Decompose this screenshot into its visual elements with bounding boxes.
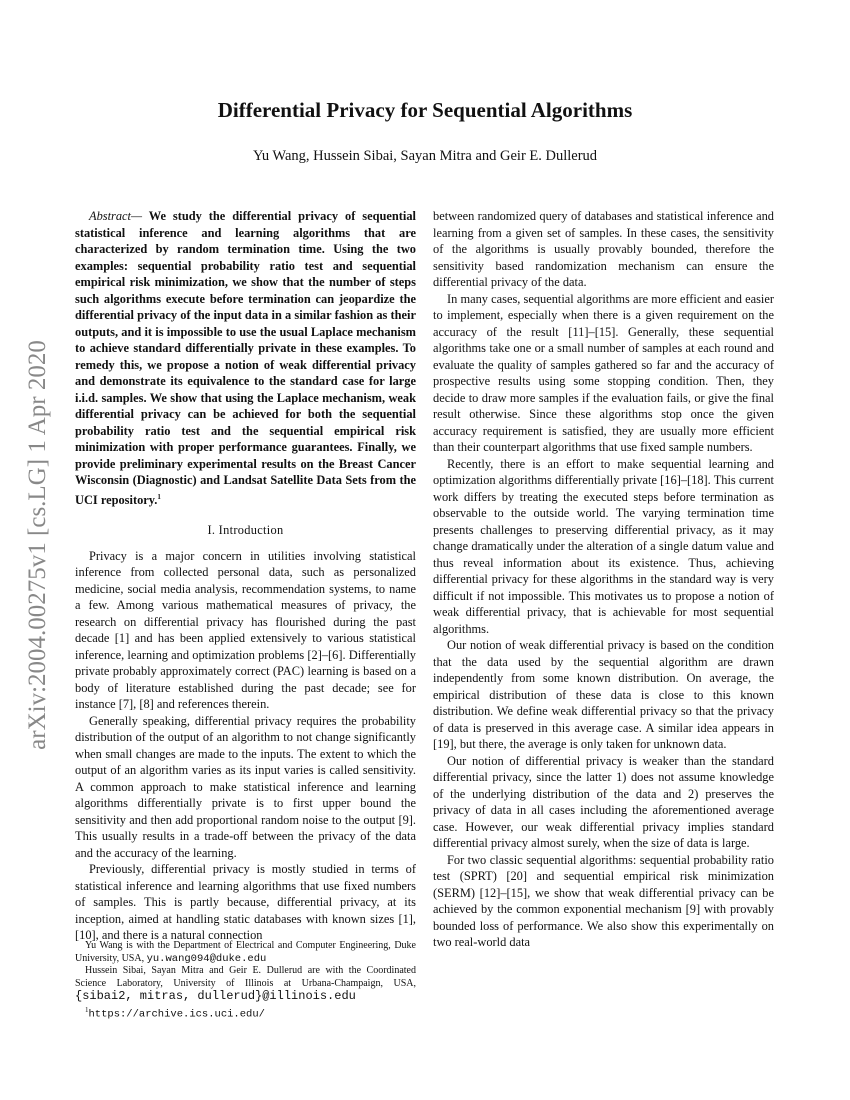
arxiv-stamp: arXiv:2004.00275v1 [cs.LG] 1 Apr 2020 — [24, 340, 51, 750]
footnote-url — [75, 1004, 416, 1021]
paper-title: Differential Privacy for Sequential Algorithms — [217, 98, 633, 122]
section-heading: I. Introduction — [207, 523, 284, 538]
footnote-affiliation-1 — [75, 940, 416, 965]
paragraph: Privacy is a major concern in utilities involving statistical inference from collected personal data, such as personalized medicine, social media analysis, recommendation systems, to name a few. Among various mathematical measures of privacy, the research on differential privacy has flourished during the past decade [1] and has been applied extensively to various statistical inference, learning and optimization problems [2]–[6]. Differentially private probably approximately correct (PAC) learning is based on a body of literature established during the past decade; see for instance [7], [8] and references therein. — [75, 548, 416, 712]
paragraph: Previously, differential privacy is mostly studied in terms of statistical inference and learning algorithms that use fixed numbers of samples. This is partly because, differential privacy, at its inception, aimed at handling static databases with known sizes [1], [10], and there is a natural connection — [75, 862, 416, 943]
footnote-mark: 1 — [157, 492, 161, 501]
abstract-text: We study the differential privacy of sequential statistical inference and learning algorithms that are characterized by random termination time. Using the two examples: sequential probability ratio test and sequential empirical risk minimization, we show that the number of steps such algorithms execute before termination can jeopardize the differential privacy of the input data in a similar fashion as their outputs, and it is impossible to use the usual Laplace mechanism to achieve standard differentially private in these examples. To remedy this, we propose a notion of weak differential privacy and demonstrate its equivalence to the standard case for large i.i.d. samples. We show that using the Laplace mechanism, weak differential privacy can be achieved for both the sequential probability ratio test and the sequential empirical risk minimization with proper performance guarantees. Finally, we provide preliminary experimental results on the Breast Cancer Wisconsin (Diagnostic) and Landsat Satellite Data Sets from the UCI repository. — [75, 209, 416, 507]
abstract-label: Abstract— — [89, 209, 143, 223]
paragraph: Recently, there is an effort to make sequential learning and optimization algorithms differentially private [16]–[18]. This current work differs by treating the executed steps before termination as observable to the outside world. The varying termination time presents challenges to preserving differential privacy, as it may change dramatically under the alteration of a single datum value and thus reveal information about its existence. Thus, achieving differential privacy for these algorithms in the standard way is very difficult if not impossible. This motivates us to propose a notion of weak differential privacy, that is achievable for most sequential algorithms. — [433, 456, 774, 636]
footnotes — [75, 940, 416, 1021]
paragraph: In many cases, sequential algorithms are more efficient and easier to implement, especially when there is a given requirement on the accuracy of the result [11]–[15]. Generally, these sequential algorithms take one or a small number of samples at each round and evaluate the quality of samples gathered so far and the accuracy of prospective results using some stopping condition. Then, they decide to draw more samples if the evaluation fails, or give the final result otherwise. Since these algorithms stop once the given accuracy requirement is satisfied, they are usually more efficient than their counterpart algorithms that use fixed sample numbers. — [433, 291, 774, 454]
email-link[interactable]: {sibai2, mitras, dullerud}@illinois.edu — [75, 989, 356, 1004]
paragraph: Our notion of differential privacy is weaker than the standard differential privacy, since the latter 1) does not assume knowledge of the underlying distribution of the data and 2) preserves the privacy of data in all cases including the aforementioned average case. However, our weak differential privacy implies standard differential privacy almost surely, when the size of data is large. — [433, 753, 774, 850]
paragraph: Generally speaking, differential privacy requires the probability distribution of the output of an algorithm to not change significantly when small changes are made to the inputs. The extent to which the output of an algorithm varies as its input varies is called sensitivity. A common approach to make statistical inference and learning algorithms differentially private is to first upper bound the sensitivity and then add proportional random noise to the output [9]. This usually results in a trade-off between the privacy of the data and the accuracy of the learning. — [75, 713, 416, 860]
paragraph: For two classic sequential algorithms: sequential probability ratio test (SPRT) [20] and sequential empirical risk minimization (SERM) [12]–[15], we show that weak differential privacy can be achieved by the common exponential mechanism [9] with provably bounded loss of performance. We also show this experimentally on two real-world data — [433, 852, 774, 949]
paragraph: Our notion of weak differential privacy is based on the condition that the data used by the sequential algorithm are drawn independently from some known distribution. On average, the empirical distribution of these data is close to this known distribution. We define weak differential privacy so that the privacy of data is preserved in this average case. A similar idea appears in [19], but there, the average is only taken for unknown data. — [433, 638, 774, 751]
url-link[interactable]: https://archive.ics.uci.edu/ — [88, 1008, 265, 1021]
paper-authors: Yu Wang, Hussein Sibai, Sayan Mitra and Geir E. Dullerud — [252, 148, 598, 164]
email-link[interactable]: yu.wang094@duke.edu — [146, 952, 267, 965]
abstract — [75, 208, 416, 508]
paragraph: between randomized query of databases and statistical inference and learning from a given set of samples. In these cases, the sensitivity of the algorithms is usually provably bounded, therefore the sensitivity based randomization mechanism can ensure the differential privacy of the data. — [433, 209, 774, 289]
footnote-affiliation-2 — [75, 965, 416, 1004]
footnote-mark: 1 — [85, 1005, 89, 1014]
footnote-text: Hussein Sibai, Sayan Mitra and Geir E. Dullerud are with the Coordinated Science Laboratory, University of Illinois at Urbana-Champaign, USA, — [75, 965, 416, 989]
left-column — [75, 208, 416, 944]
footnote-text: Yu Wang is with the Department of Electrical and Computer Engineering, Duke University, USA, — [75, 940, 416, 964]
right-column — [433, 208, 774, 951]
